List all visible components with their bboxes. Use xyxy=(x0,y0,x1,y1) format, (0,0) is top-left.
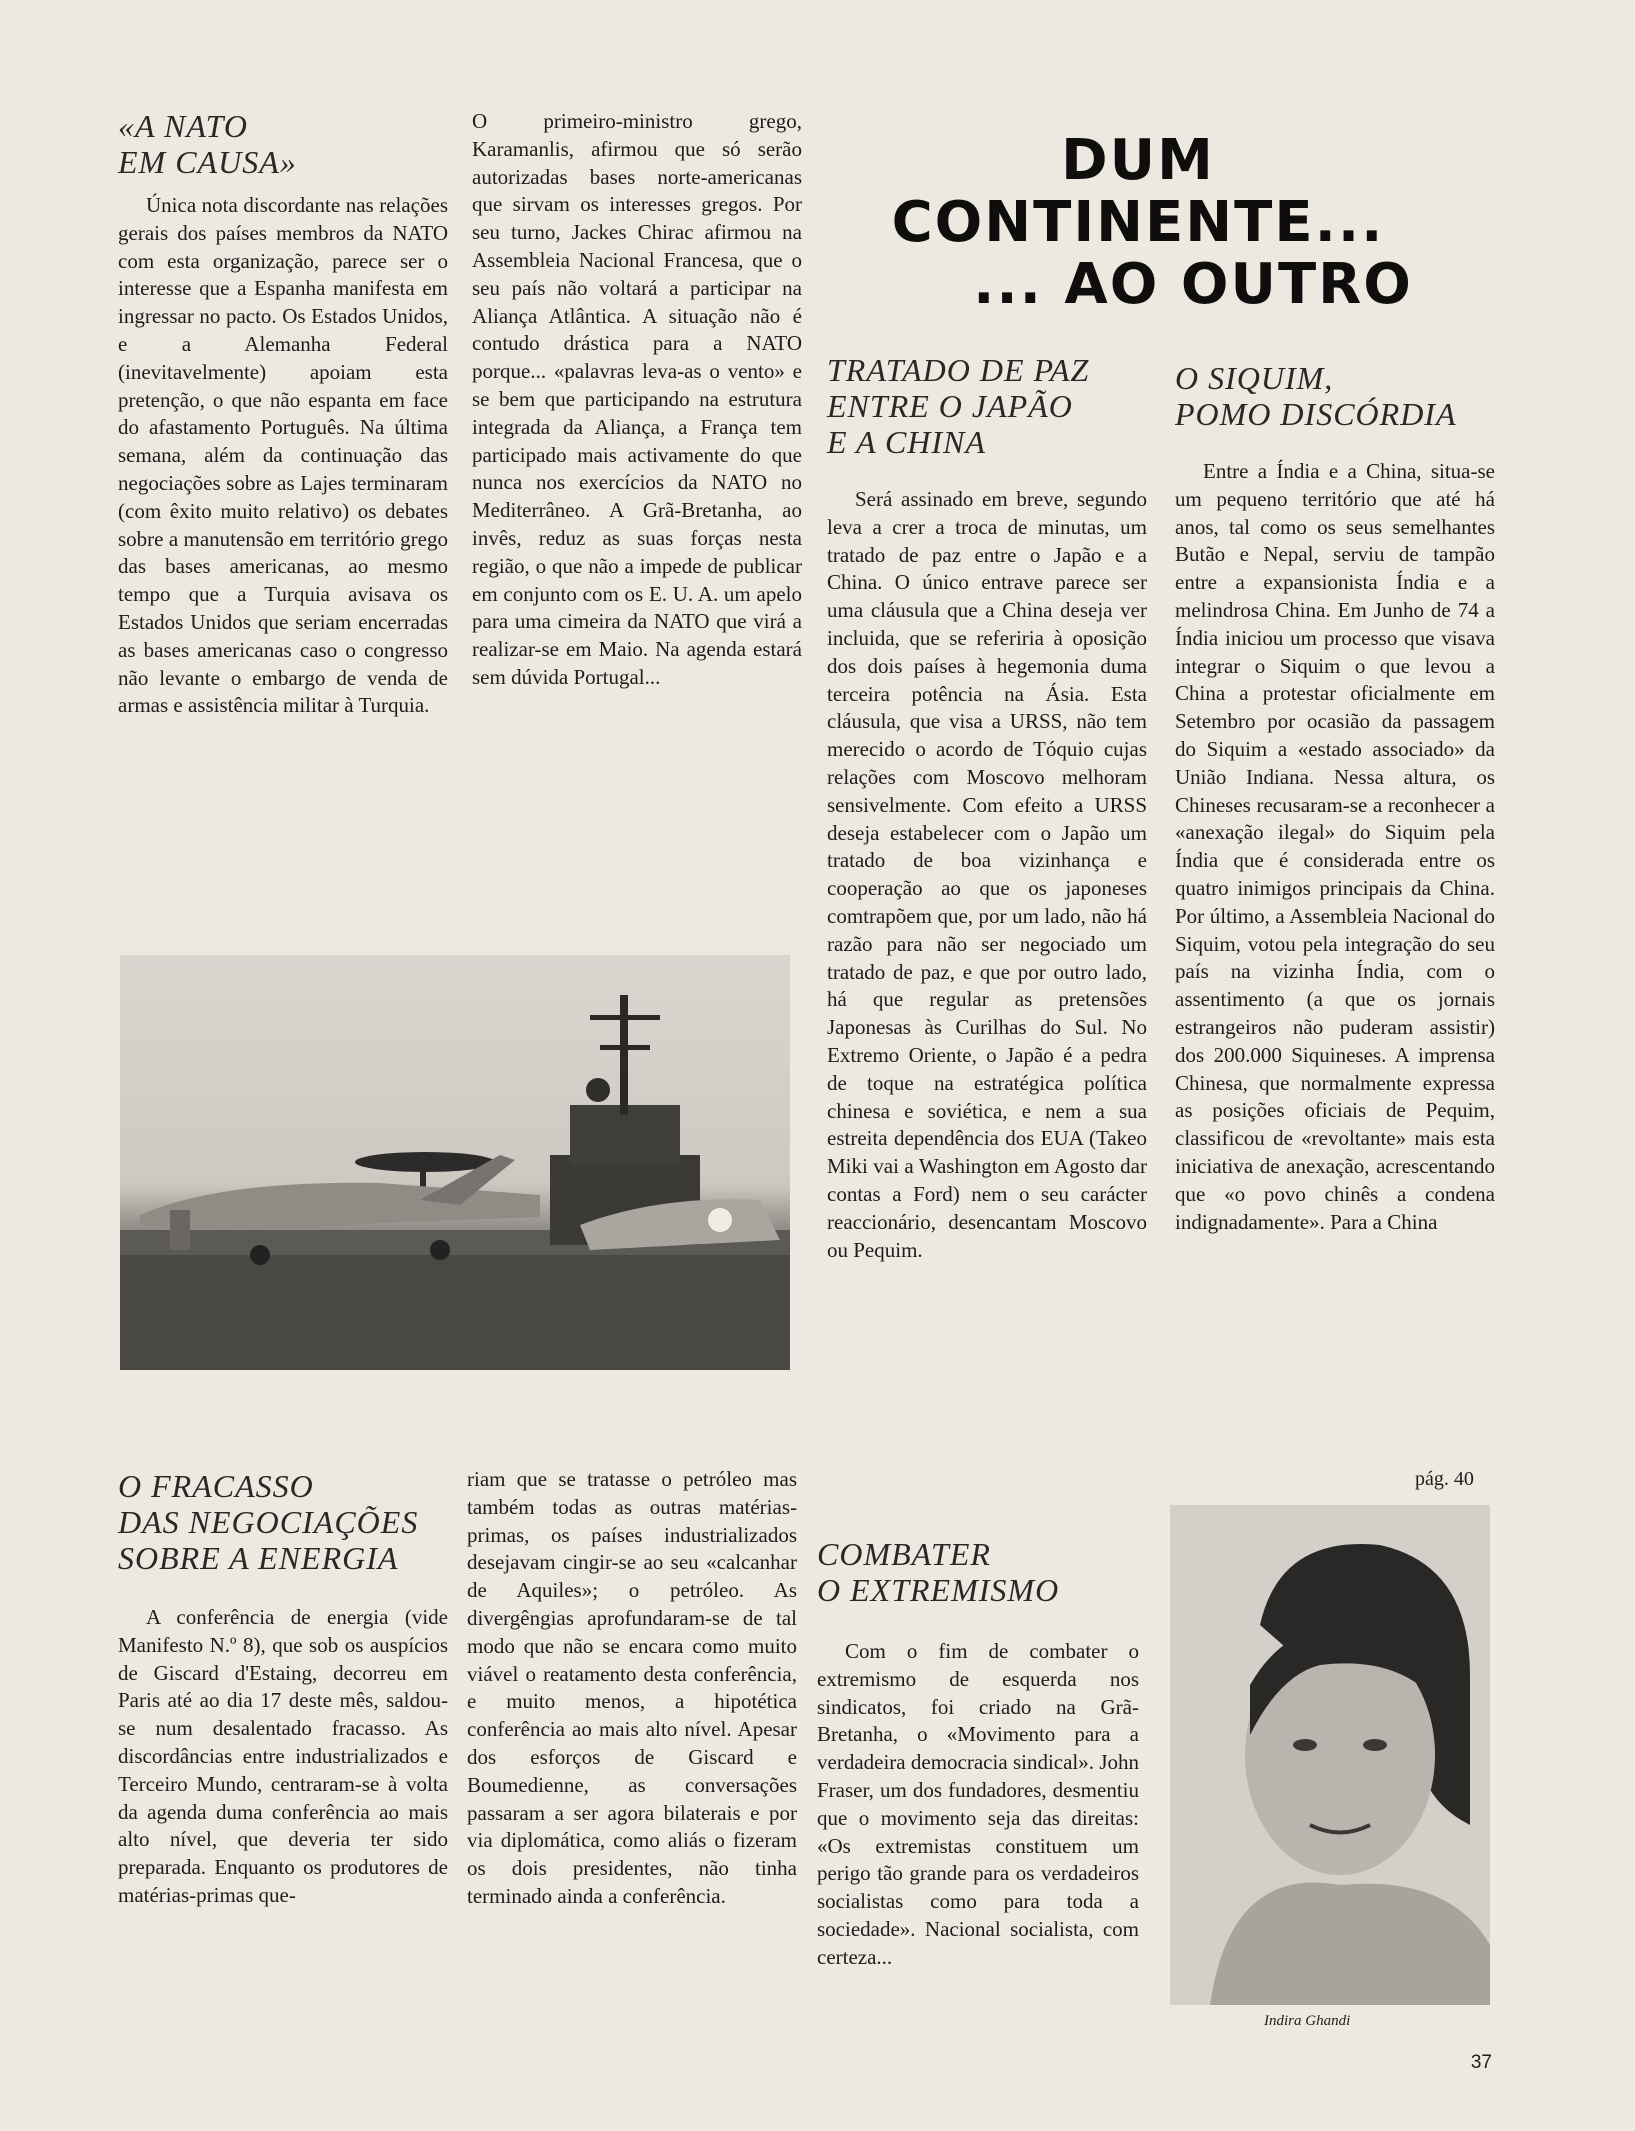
heading-line: O SIQUIM, xyxy=(1175,360,1334,396)
heading-line: EM CAUSA» xyxy=(118,144,297,180)
heading-line: O FRACASSO xyxy=(118,1468,314,1504)
article-nato-continuation xyxy=(472,108,802,692)
article-energia xyxy=(118,1468,448,1910)
body-siquim: Entre a Índia e a China, situa-se um pequeno território que até há anos, tal como os seus semelhantes Butão e Nepal, serviu de tampão entre a expansionista Índia e a melindrosa China. Em Junho de 74 a Índia iniciou um processo que visava integrar o Siquim o que levou a China a protestar oficialmente em Setembro por ocasião da passagem do Siquim a «estado associado» da União Indiana. Nessa altura, os Chineses recusaram-se a reconhecer a «anexação ilegal» do Siquim pela Índia que é considerada entre os quatro inimigos principais da China. Por último, a Assembleia Nacional do Siquim, votou pela integração do seu país na vizinha Índia, com o assentimento (a que os jornais estrangeiros não puderam assistir) dos 200.000 Siquineses. A imprensa Chinesa, que normalmente expressa as posições oficiais de Pequim, classificou de «revoltante» mais esta iniciativa de anexação, acrescentando que «o povo chinês a condena indignadamente». Para a China xyxy=(1175,459,1495,1234)
banner-line-2: ... AO OUTRO xyxy=(973,252,1413,317)
body-nato-continuation: O primeiro-ministro grego, Karamanlis, afirmou que só serão autorizadas bases norte-americanas que sirvam os interesses gregos. Por seu turno, Jackes Chirac afirmou na Assembleia Nacional Francesa, que o seu país não voltará a participar na Aliança Atlântica. A situação não é contudo drástica para a NATO porque... «palavras leva-as o vento» e se bem que participando na estrutura integrada da Aliança, a França tem participado mais activamente do que nunca nos exercícios da NATO no Mediterrâneo. A Grã-Bretanha, ao invês, reduz as suas forças nesta região, o que não a impede de publicar em conjunto com os E. U. A. um apelo para uma cimeira da NATO que virá a realizar-se em Maio. Na agenda estará sem dúvida Portugal... xyxy=(472,109,802,689)
heading-energia xyxy=(118,1468,448,1576)
banner-line-1: DUM CONTINENTE... xyxy=(891,128,1385,255)
heading-line: O EXTREMISMO xyxy=(817,1572,1060,1608)
article-extremismo xyxy=(817,1536,1139,1972)
article-tratado-de-paz xyxy=(827,352,1147,1264)
article-nato-em-causa xyxy=(118,108,448,720)
portrait-caption: Indira Ghandi xyxy=(1264,2013,1351,2029)
heading-extremismo xyxy=(817,1536,1139,1608)
heading-nato-em-causa xyxy=(118,108,448,180)
banner-title xyxy=(828,130,1448,316)
body-energia-part-b: riam que se tratasse o petróleo mas também todas as outras matérias-primas, os países industrializados desejavam cingir-se ao seu «calcanhar de Aquiles»; o petróleo. As divergêngias aprofundaram-se de tal modo que não se encara como muito viável o reatamento desta conferência, e muito menos, a hipotética conferência ao mais alto nível. Apesar dos esforços de Giscard e Boumedienne, as conversações passaram a ser agora bilaterais e por via diplomática, como aliás o fizeram os dois presidentes, não tinha terminado ainda a conferência. xyxy=(467,1467,797,1908)
page-number: 37 xyxy=(1470,2052,1492,2073)
continued-reference: pág. 40 xyxy=(1415,1468,1474,1490)
aircraft-carrier-photo xyxy=(120,955,790,1370)
heading-line: «A NATO xyxy=(118,108,248,144)
indira-ghandi-portrait xyxy=(1170,1505,1490,2005)
heading-line: DAS NEGOCIAÇÕES xyxy=(118,1504,419,1540)
heading-tratado-de-paz xyxy=(827,352,1147,460)
body-extremismo: Com o fim de combater o extremismo de esquerda nos sindicatos, foi criado na Grã-Bretanha, o «Movimento para a verdadeira democracia sindical». John Fraser, um dos fundadores, desmentiu que o movimento seja das direitas: «Os extremistas constituem um perigo tão grande para os verdadeiros socialistas como para toda a sociedade». Nacional socialista, com certeza... xyxy=(817,1639,1139,1969)
heading-line: E A CHINA xyxy=(827,424,986,460)
heading-line: ENTRE O JAPÃO xyxy=(827,388,1073,424)
body-tratado-de-paz: Será assinado em breve, segundo leva a crer a troca de minutas, um tratado de paz entre o Japão e a China. O único entrave parece ser uma cláusula que a China deseja ver incluida, que se referiria à oposição dos dois países à hegemonia duma terceira potência na Ásia. Esta cláusula, que visa a URSS, não tem merecido o acordo de Tóquio cujas relações com Moscovo melhoram sensivelmente. Com efeito a URSS deseja estabelecer com o Japão um tratado de boa vizinhança e cooperação ao que os japoneses comtrapõem que, por um lado, não há razão para não ser negociado um tratado de paz, e que por outro lado, há que regular as pretensões Japonesas às Curilhas do Sul. No Extremo Oriente, o Japão é a pedra de toque na estratégica política chinesa e soviética, e nem a sua estreita dependência dos EUA (Takeo Miki vai a Washington em Agosto dar contas a Ford) nem o seu carácter reaccionário, desencantam Moscovo ou Pequim. xyxy=(827,487,1147,1262)
heading-line: POMO DISCÓRDIA xyxy=(1175,396,1457,432)
article-siquim xyxy=(1175,360,1495,1236)
body-energia-part-a: A conferência de energia (vide Manifesto N.º 8), que sob os auspícios de Giscard d'Estaing, decorreu em Paris até ao dia 17 deste mês, saldou-se num desalentado fracasso. As discordâncias entre industrializados e Terceiro Mundo, centraram-se à volta da agenda duma conferência ao mais alto nível, que deveria ter sido preparada. Enquanto os produtores de matérias-primas que- xyxy=(118,1605,448,1907)
heading-line: COMBATER xyxy=(817,1536,991,1572)
body-nato-em-causa: Única nota discordante nas relações gerais dos países membros da NATO com esta organização, parece ser o interesse que a Espanha manifesta em ingressar no pacto. Os Estados Unidos, e a Alemanha Federal (inevitavelmente) apoiam esta pretenção, o que não espanta em face do afastamento Português. Na última semana, além da continuação das negociações sobre as Lajes terminaram (com êxito muito relativo) os debates sobre a manutensão em território grego das bases americanas, ao mesmo tempo que a Turquia avisava os Estados Unidos que seriam encerradas as bases americanas caso o congresso não levante o embargo de venda de armas e assistência militar à Turquia. xyxy=(118,193,448,718)
heading-line: TRATADO DE PAZ xyxy=(827,352,1090,388)
article-energia-continuation xyxy=(467,1466,797,1911)
heading-siquim xyxy=(1175,360,1495,432)
heading-line: SOBRE A ENERGIA xyxy=(118,1540,399,1576)
portrait-drawing xyxy=(1170,1505,1490,2005)
carrier-photo-drawing xyxy=(120,955,790,1370)
